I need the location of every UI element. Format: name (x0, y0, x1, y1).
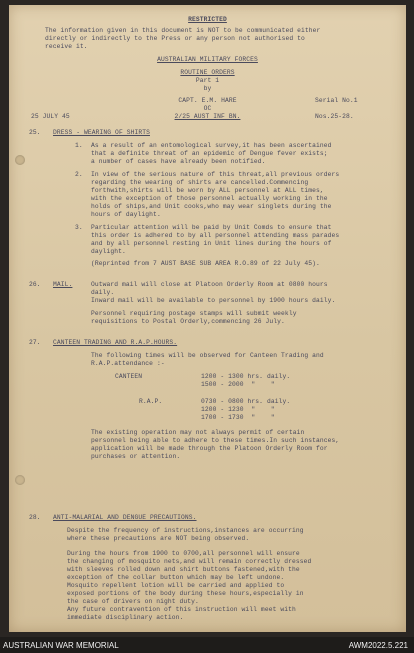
officer-name: CAPT. E.M. HARE (178, 97, 237, 104)
para-line: Mosquito repellent lotion will be carried and applied to (67, 582, 285, 589)
para-line: daily. (91, 289, 115, 296)
archive-name: AUSTRALIAN WAR MEMORIAL (3, 641, 119, 650)
by-label: by (203, 85, 212, 92)
notice-line: The information given in this document is NOT to be communicated either (45, 27, 321, 34)
para-line: application will be made through the Platoon Orderly Room for (91, 445, 328, 452)
item-number: 25. (29, 129, 41, 136)
rap-time: 1700 - 1730 " " (201, 414, 275, 421)
notice-line: directly or indirectly to the Press or any person not authorised to (45, 35, 305, 42)
canteen-label: CANTEEN (115, 373, 143, 380)
item-number: 27. (29, 339, 41, 346)
item-title: CANTEEN TRADING AND R.A.P.HOURS. (53, 339, 178, 346)
para-line: exposed portions of the body during these hours,especially in (67, 590, 304, 597)
orders-title: ROUTINE ORDERS (180, 69, 235, 76)
para-line: immediate disciplinary action. (67, 614, 184, 621)
item-title: MAIL. (53, 281, 73, 288)
rap-label: R.A.P. (139, 398, 163, 405)
para-line: where these precautions are NOT being observed. (67, 535, 250, 542)
para-line: personnel being able to adhere to these times.In such instances, (91, 437, 340, 444)
part-label: Part 1 (195, 77, 220, 84)
para-line: forthwith,shirts will be worn by ALL personnel at ALL times, (91, 187, 324, 194)
para-line: Particular attention will be paid by Unit Comds to ensure that (91, 224, 332, 231)
item-title: DRESS - WEARING OF SHIRTS (53, 129, 150, 136)
forces-heading: AUSTRALIAN MILITARY FORCES (157, 56, 258, 63)
reprint-note: (Reprinted from 7 AUST BASE SUB AREA R.O.89 of 22 July 45). (91, 260, 320, 267)
para-line: As a result of an entomological survey,it has been ascertained (91, 142, 332, 149)
para-number: 2. (75, 171, 83, 178)
item-title: ANTI-MALARIAL AND DENGUE PRECAUTIONS. (53, 514, 197, 521)
serial-number: Serial No.1 (315, 97, 358, 104)
accession-number: AWM2022.5.221 (348, 641, 408, 650)
para-line: Any future contravention of this instruction will meet with (67, 606, 296, 613)
item-number: 26. (29, 281, 41, 288)
para-number: 1. (75, 142, 83, 149)
para-line: with the exception of those personnel actually working in the (91, 195, 328, 202)
para-line: The existing operation may not always permit of certain (91, 429, 305, 436)
notice-line: receive it. (45, 43, 88, 50)
para-line: In view of the serious nature of this threat,all previous orders (91, 171, 340, 178)
order-date: 25 JULY 45 (31, 113, 70, 120)
rap-time: 0730 - 0800 hrs. daily. (201, 398, 291, 405)
para-line: this order is adhered to by all personnel attending mass parades (91, 232, 340, 239)
para-line: exception of the collar button which may be left undone. (67, 574, 285, 581)
para-line: daylight. (91, 248, 126, 255)
para-line: the case of drivers on night duty. (67, 598, 199, 605)
para-line: purchases or attention. (91, 453, 181, 460)
para-line: the changing of mosquito nets,and will remain correctly dressed (67, 558, 312, 565)
para-line: with sleeves rolled down and shirt buttons fastened,with the (67, 566, 300, 573)
archive-footer (0, 637, 414, 653)
document-page (9, 5, 406, 632)
para-line: that a definite threat of an epidemic of Dengue fever exists; (91, 150, 328, 157)
para-line: Despite the frequency of instructions,instances are occurring (67, 527, 304, 534)
para-line: requisitions to Postal Orderly,commencing 26 July. (91, 318, 285, 325)
para-line: regarding the wearing of shirts are cancelled.Commencing (91, 179, 309, 186)
classification: RESTRICTED (188, 16, 227, 23)
unit-name: 2/25 AUST INF BN. (174, 113, 241, 120)
para-line: hours of daylight. (91, 211, 161, 218)
para-line: Personnel requiring postage stamps will submit weekly (91, 310, 297, 317)
canteen-time: 1200 - 1300 hrs. daily. (201, 373, 291, 380)
para-line: R.A.P.attendance :- (91, 360, 165, 367)
order-numbers: Nos.25-28. (315, 113, 354, 120)
para-line: During the hours from 1900 to 0700,all personnel will ensure (67, 550, 300, 557)
punch-hole (15, 155, 25, 165)
para-line: Outward mail will close at Platoon Orderly Room at 0800 hours (91, 281, 328, 288)
rap-time: 1200 - 1230 " " (201, 406, 275, 413)
para-line: holds of ships,and Unit cooks,who may wear singlets during the (91, 203, 332, 210)
canteen-time: 1500 - 2000 " " (201, 381, 275, 388)
punch-hole (15, 475, 25, 485)
para-line: Inward mail will be available to personnel by 1900 hours daily. (91, 297, 336, 304)
para-line: a number of cases have already been notified. (91, 158, 266, 165)
para-number: 3. (75, 224, 83, 231)
item-number: 28. (29, 514, 41, 521)
oc-label: OC (203, 105, 212, 112)
para-line: and by all personnel resting in Unit lines during the hours of (91, 240, 332, 247)
para-line: The following times will be observed for Canteen Trading and (91, 352, 324, 359)
